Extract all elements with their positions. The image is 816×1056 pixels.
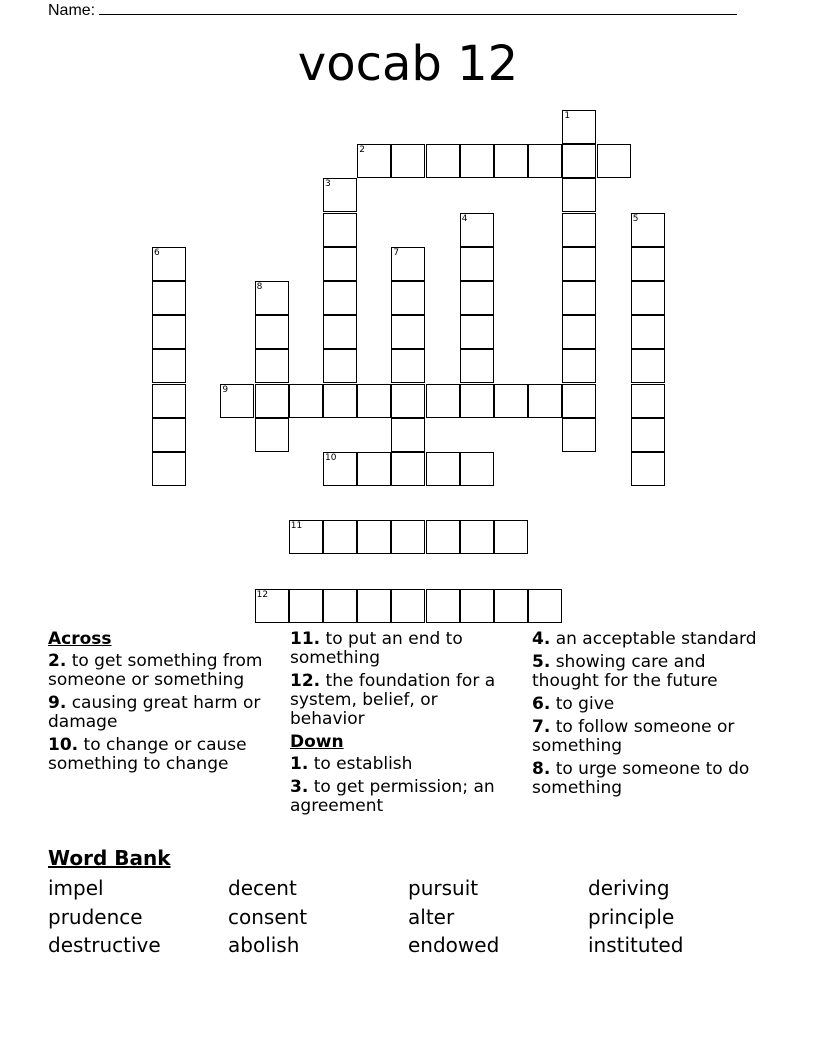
crossword-cell[interactable] — [460, 452, 494, 486]
crossword-cell[interactable] — [220, 384, 254, 418]
clue-across-10: 10. to change or cause something to change — [48, 735, 247, 774]
crossword-cell[interactable] — [255, 418, 289, 452]
crossword-cell[interactable] — [562, 144, 596, 178]
crossword-cell[interactable] — [631, 349, 665, 383]
crossword-cell[interactable] — [631, 418, 665, 452]
page-title: vocab 12 — [297, 36, 519, 92]
crossword-cell[interactable] — [323, 315, 357, 349]
crossword-cell[interactable] — [357, 144, 391, 178]
clue-number: 1 — [564, 111, 571, 121]
crossword-cell[interactable] — [152, 349, 186, 383]
crossword-cell[interactable] — [391, 452, 425, 486]
crossword-cell[interactable] — [460, 281, 494, 315]
crossword-cell[interactable] — [152, 281, 186, 315]
name-label: Name: — [48, 2, 96, 19]
clue-number: 8 — [256, 282, 263, 292]
crossword-cell[interactable] — [460, 247, 494, 281]
word-bank-word: principle — [588, 904, 675, 929]
crossword-cell[interactable] — [152, 384, 186, 418]
crossword-cell[interactable] — [631, 213, 665, 247]
crossword-cell[interactable] — [391, 349, 425, 383]
crossword-cell[interactable] — [391, 144, 425, 178]
crossword-cell[interactable] — [528, 589, 562, 623]
crossword-cell[interactable] — [528, 384, 562, 418]
crossword-cell[interactable] — [323, 452, 357, 486]
word-bank-word: abolish — [228, 933, 300, 957]
crossword-cell[interactable] — [631, 247, 665, 281]
clue-number: 3 — [325, 179, 331, 190]
crossword-cell[interactable] — [391, 418, 425, 452]
clues-column-3 — [532, 630, 768, 802]
crossword-cell[interactable] — [426, 589, 460, 623]
crossword-cell[interactable] — [323, 247, 357, 281]
crossword-cell[interactable] — [323, 281, 357, 315]
clue-down-3: 3. to get permission; an agreement — [290, 777, 495, 816]
clue-down-8: 8. to urge someone to do something — [532, 759, 750, 798]
word-bank-word: deriving — [588, 876, 670, 900]
crossword-cell[interactable] — [494, 384, 528, 418]
crossword-cell[interactable] — [357, 452, 391, 486]
crossword-cell[interactable] — [357, 384, 391, 418]
clue-number: 6 — [154, 247, 160, 258]
crossword-cell[interactable] — [357, 589, 391, 623]
crossword-cell[interactable] — [631, 315, 665, 349]
crossword-cell[interactable] — [391, 247, 425, 281]
crossword-cell[interactable] — [391, 315, 425, 349]
crossword-cell[interactable] — [255, 384, 289, 418]
clue-number: 11 — [290, 521, 303, 532]
crossword-cell[interactable] — [460, 213, 494, 247]
word-bank-word: instituted — [588, 933, 684, 957]
clue-number: 4 — [461, 213, 468, 224]
word-bank-word: endowed — [408, 933, 500, 957]
crossword-cell[interactable] — [562, 418, 596, 452]
crossword-cell[interactable] — [323, 589, 357, 623]
word-bank-word: destructive — [48, 933, 161, 957]
crossword-cell[interactable] — [460, 349, 494, 383]
crossword-cell[interactable] — [494, 144, 528, 178]
crossword-cell[interactable] — [631, 452, 665, 486]
word-bank-word: prudence — [48, 904, 143, 929]
crossword-cell[interactable] — [631, 281, 665, 315]
clue-number: 2 — [359, 145, 365, 156]
word-bank-word: pursuit — [408, 876, 479, 900]
name-field[interactable] — [48, 0, 737, 20]
crossword-cell[interactable] — [562, 213, 596, 247]
crossword-cell[interactable] — [562, 110, 596, 144]
crossword-cell[interactable] — [152, 247, 186, 281]
clue-number: 9 — [222, 384, 229, 395]
crossword-cell[interactable] — [255, 589, 289, 623]
crossword-cell[interactable] — [289, 384, 323, 418]
clue-down-1: 1. to establish — [290, 754, 413, 774]
clue-across-11: 11. to put an end to something — [290, 629, 463, 668]
clue-number: 7 — [393, 247, 400, 258]
crossword-cell[interactable] — [357, 520, 391, 554]
crossword-cell[interactable] — [323, 349, 357, 383]
crossword-cell[interactable] — [255, 315, 289, 349]
crossword-cell[interactable] — [323, 178, 357, 212]
name-underline[interactable] — [99, 0, 737, 15]
crossword-cell[interactable] — [562, 281, 596, 315]
clue-across-9: 9. causing great harm or damage — [48, 693, 261, 732]
word-bank-word: alter — [408, 904, 455, 929]
crossword-cell[interactable] — [460, 520, 494, 554]
crossword-cell[interactable] — [494, 520, 528, 554]
clue-down-4: 4. an acceptable standard — [532, 629, 757, 649]
crossword-cell[interactable] — [255, 281, 289, 315]
crossword-cell[interactable] — [255, 349, 289, 383]
word-bank — [48, 874, 768, 960]
crossword-cell[interactable] — [426, 144, 460, 178]
crossword-cell[interactable] — [152, 418, 186, 452]
crossword-cell[interactable] — [289, 520, 323, 554]
clue-across-2: 2. to get something from someone or something — [48, 651, 263, 690]
clue-down-5: 5. showing care and thought for the future — [532, 652, 718, 691]
crossword-cell[interactable] — [323, 213, 357, 247]
crossword-cell[interactable] — [528, 144, 562, 178]
crossword-cell[interactable] — [460, 144, 494, 178]
clue-number: 10 — [325, 453, 337, 463]
clue-down-6: 6. to give — [532, 694, 615, 714]
crossword-cell[interactable] — [426, 384, 460, 418]
clue-number: 5 — [632, 213, 639, 224]
crossword-cell[interactable] — [323, 384, 357, 418]
clue-down-7: 7. to follow someone or something — [532, 717, 735, 756]
crossword-cell[interactable] — [323, 520, 357, 554]
crossword-cell[interactable] — [460, 315, 494, 349]
crossword-cell[interactable] — [289, 589, 323, 623]
crossword-cell[interactable] — [391, 589, 425, 623]
crossword-cell[interactable] — [597, 144, 631, 178]
crossword-cell[interactable] — [562, 349, 596, 383]
clues-column-1 — [48, 630, 280, 778]
crossword-cell[interactable] — [391, 384, 425, 418]
crossword-cell[interactable] — [152, 315, 186, 349]
crossword-cell[interactable] — [391, 281, 425, 315]
crossword-cell[interactable] — [460, 384, 494, 418]
crossword-cell[interactable] — [460, 589, 494, 623]
word-bank-word: decent — [228, 876, 297, 900]
crossword-cell[interactable] — [494, 589, 528, 623]
crossword-cell[interactable] — [562, 247, 596, 281]
crossword-cell[interactable] — [391, 520, 425, 554]
clue-number: 12 — [256, 589, 269, 600]
clues-column-2 — [290, 630, 516, 820]
clue-across-12: 12. the foundation for a system, belief, or behavior — [290, 671, 496, 729]
down-heading: Down — [290, 732, 344, 752]
crossword-cell[interactable] — [562, 315, 596, 349]
crossword-cell[interactable] — [562, 178, 596, 212]
word-bank-word: impel — [48, 876, 104, 900]
crossword-cell[interactable] — [562, 384, 596, 418]
word-bank-title: Word Bank — [48, 846, 171, 870]
crossword-cell[interactable] — [631, 384, 665, 418]
crossword-cell[interactable] — [426, 520, 460, 554]
across-heading: Across — [48, 629, 112, 649]
crossword-cell[interactable] — [152, 452, 186, 486]
crossword-cell[interactable] — [426, 452, 460, 486]
word-bank-word: consent — [228, 904, 308, 929]
